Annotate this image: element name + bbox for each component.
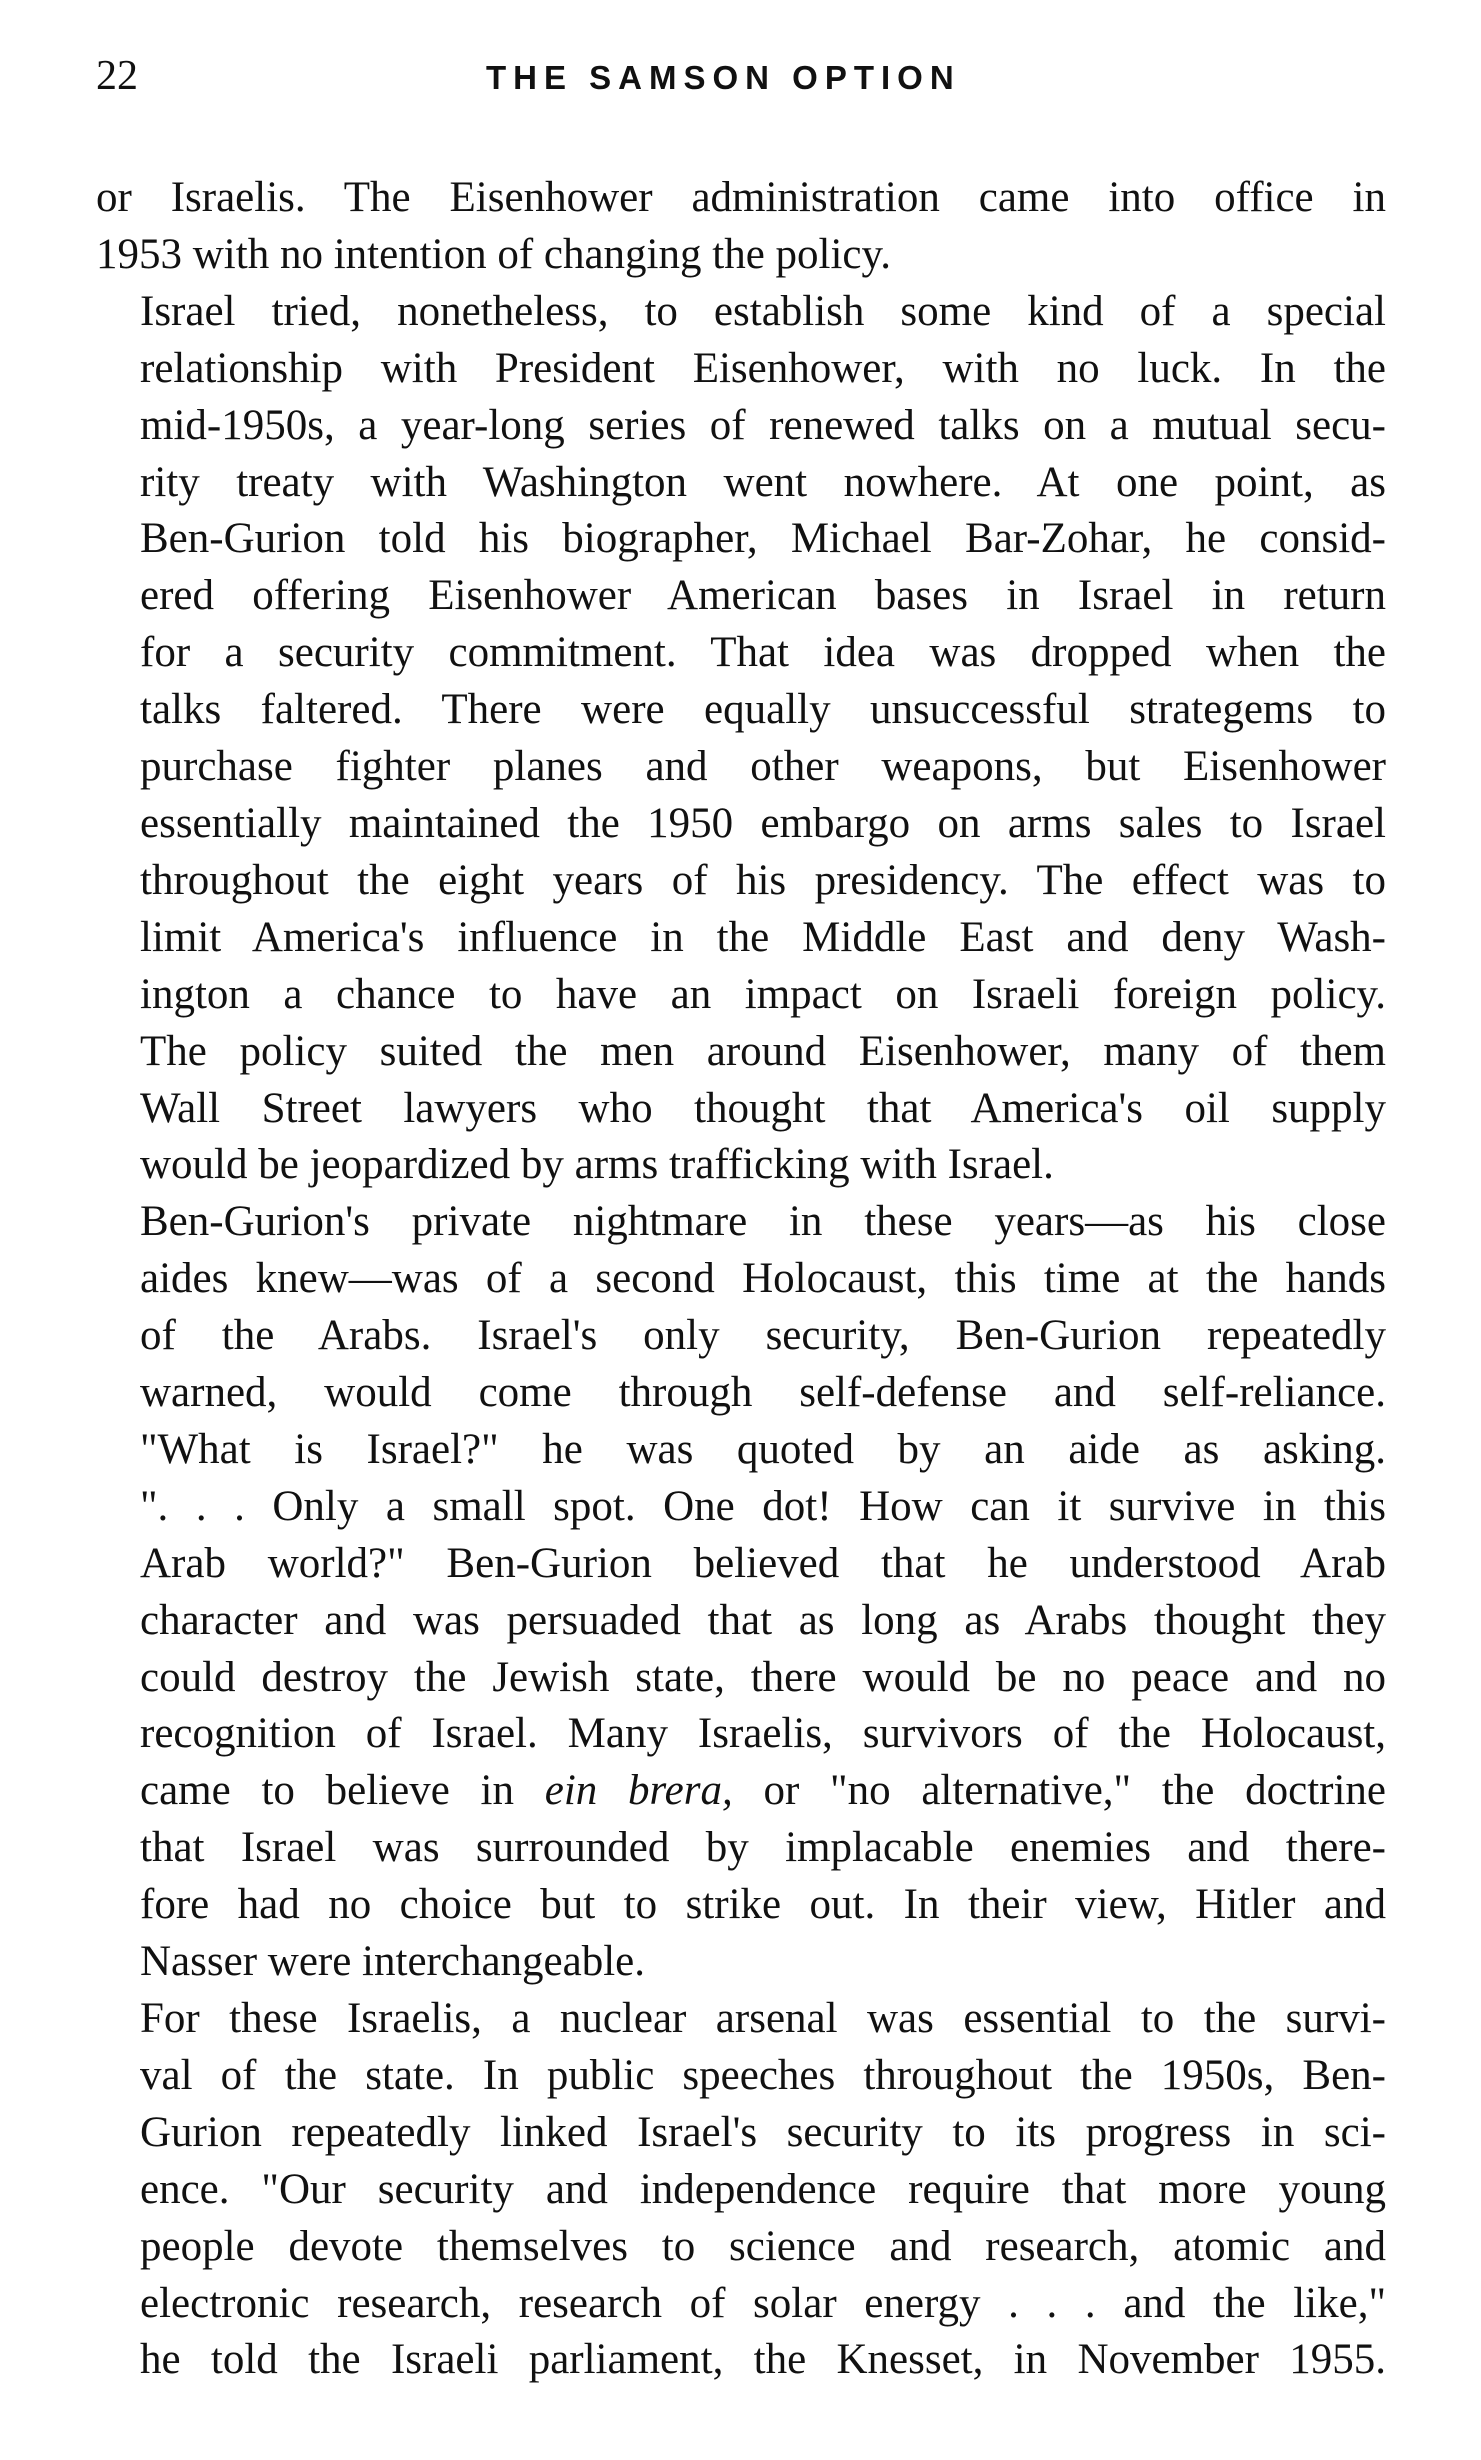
text-line: he told the Israeli parliament, the Knesset, in November 1955. bbox=[140, 2336, 1386, 2384]
line-text-before: came to believe in bbox=[140, 1767, 545, 1815]
text-line: For these Israelis, a nuclear arsenal was essential to the survi- bbox=[140, 1995, 1386, 2042]
text-line: for a security commitment. That idea was dropped when the bbox=[140, 629, 1386, 677]
text-line: ". . . Only a small spot. One dot! How can it survive in this bbox=[140, 1482, 1386, 1530]
text-line: val of the state. In public speeches throughout the 1950s, Ben- bbox=[140, 2051, 1386, 2099]
running-head bbox=[0, 40, 1481, 110]
text-line: Ben-Gurion's private nightmare in these years—as his close bbox=[140, 1198, 1386, 1246]
body-text bbox=[96, 170, 1386, 2389]
text-line: Wall Street lawyers who thought that America's oil supply bbox=[140, 1084, 1386, 1132]
text-line: 1953 with no intention of changing the policy. bbox=[96, 230, 891, 278]
text-line: Ben-Gurion told his biographer, Michael Bar-Zohar, he consid- bbox=[140, 515, 1386, 563]
line-text-after: or "no alternative," the doctrine bbox=[732, 1767, 1387, 1815]
text-line: ence. "Our security and independence require that more young bbox=[140, 2165, 1386, 2213]
text-line: ered offering Eisenhower American bases in Israel in return bbox=[140, 572, 1386, 620]
text-line: rity treaty with Washington went nowhere. At one point, as bbox=[140, 458, 1386, 506]
text-line: The policy suited the men around Eisenhower, many of them bbox=[140, 1027, 1386, 1075]
page-number: 22 bbox=[96, 53, 138, 99]
text-line: purchase fighter planes and other weapons, but Eisenhower bbox=[140, 743, 1386, 791]
text-line: that Israel was surrounded by implacable enemies and there- bbox=[140, 1824, 1386, 1872]
text-line: limit America's influence in the Middle East and deny Wash- bbox=[140, 913, 1386, 961]
text-line: or Israelis. The Eisenhower administration came into office in bbox=[96, 174, 1386, 221]
text-line: Gurion repeatedly linked Israel's security to its progress in sci- bbox=[140, 2108, 1386, 2156]
text-line: "What is Israel?" he was quoted by an aide as asking. bbox=[140, 1425, 1386, 1473]
text-line: could destroy the Jewish state, there would be no peace and no bbox=[140, 1653, 1386, 1701]
italic-phrase: ein brera, bbox=[544, 1767, 733, 1815]
text-line: mid-1950s, a year-long series of renewed talks on a mutual secu- bbox=[140, 401, 1386, 449]
running-title: THE SAMSON OPTION bbox=[486, 59, 961, 96]
paragraph-4 bbox=[96, 1991, 1386, 2389]
text-line: fore had no choice but to strike out. In their view, Hitler and bbox=[140, 1881, 1386, 1929]
text-line: people devote themselves to science and research, atomic and bbox=[140, 2222, 1386, 2270]
paragraph-2 bbox=[96, 284, 1386, 1195]
text-line: Israel tried, nonetheless, to establish some kind of a special bbox=[140, 287, 1386, 335]
text-line: recognition of Israel. Many Israelis, survivors of the Holocaust, bbox=[140, 1710, 1386, 1758]
text-line: throughout the eight years of his presidency. The effect was to bbox=[140, 856, 1386, 904]
text-line: character and was persuaded that as long as Arabs thought they bbox=[140, 1596, 1386, 1644]
text-line: warned, would come through self-defense and self-reliance. bbox=[140, 1369, 1386, 1417]
text-line: aides knew—was of a second Holocaust, this time at the hands bbox=[140, 1255, 1386, 1303]
text-line: relationship with President Eisenhower, with no luck. In the bbox=[140, 344, 1386, 392]
text-line: ington a chance to have an impact on Israeli foreign policy. bbox=[140, 970, 1386, 1018]
text-line: talks faltered. There were equally unsuccessful strategems to bbox=[140, 686, 1386, 734]
text-line-with-italic bbox=[96, 1763, 1386, 1820]
text-line: Arab world?" Ben-Gurion believed that he understood Arab bbox=[140, 1539, 1386, 1587]
text-line: of the Arabs. Israel's only security, Ben-Gurion repeatedly bbox=[140, 1312, 1386, 1360]
paragraph-1 bbox=[96, 170, 1386, 284]
text-line: would be jeopardized by arms trafficking with Israel. bbox=[140, 1141, 1054, 1189]
text-line: Nasser were interchangeable. bbox=[140, 1938, 645, 1986]
paragraph-3 bbox=[96, 1194, 1386, 1991]
text-line: electronic research, research of solar energy . . . and the like," bbox=[140, 2279, 1386, 2327]
text-line: essentially maintained the 1950 embargo on arms sales to Israel bbox=[140, 799, 1386, 847]
